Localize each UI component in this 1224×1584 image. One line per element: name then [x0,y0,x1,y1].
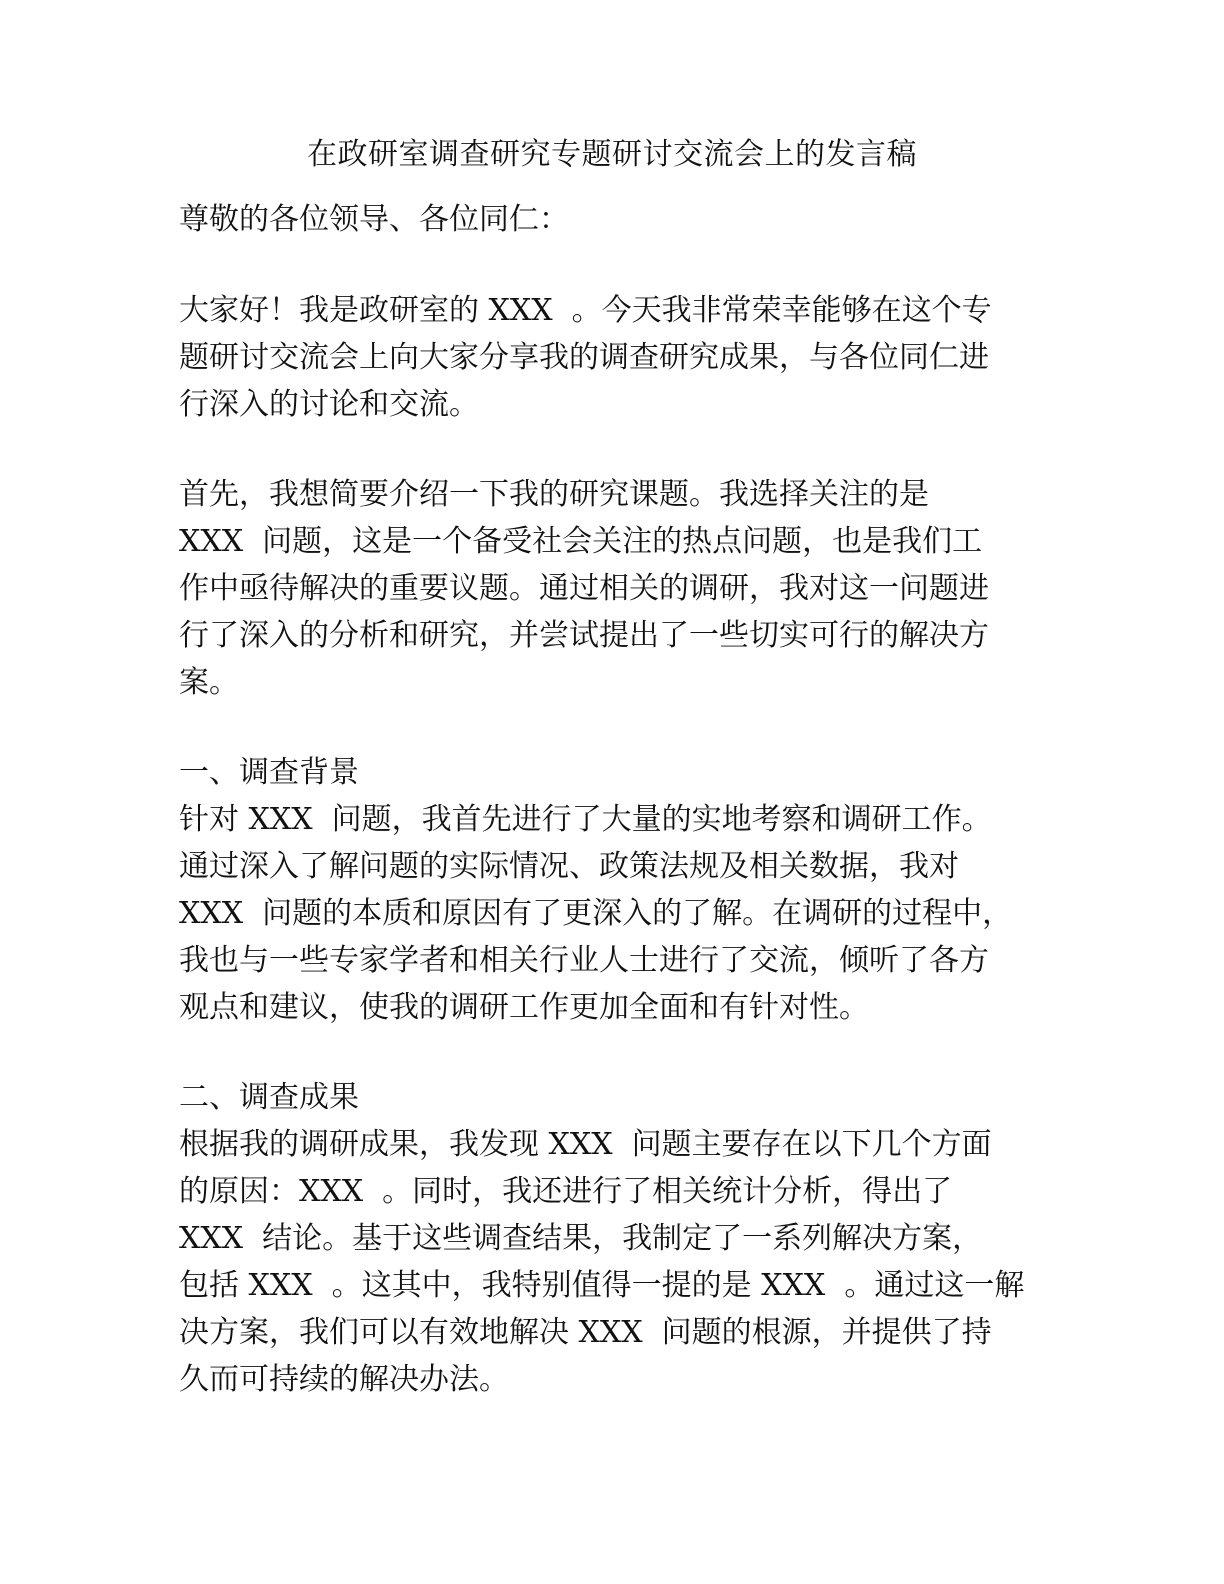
paragraph-line: 观点和建议，使我的调研工作更加全面和有针对性。 [179,990,869,1025]
paragraph-line: 大家好！我是政研室的 XXX 。今天我非常荣幸能够在这个专 [179,293,992,328]
paragraph-line: 决方案，我们可以有效地解决 XXX 问题的根源，并提供了持 [179,1315,992,1350]
paragraph-line: 题研讨交流会上向大家分享我的调查研究成果，与各位同仁进 [179,340,989,375]
paragraph-line: XXX 结论。基于这些调查结果，我制定了一系列解决方案， [179,1221,983,1256]
paragraph-line: 行深入的讨论和交流。 [179,387,479,422]
paragraph-line: 包括 XXX 。这其中，我特别值得一提的是 XXX 。通过这一解 [179,1268,1025,1303]
paragraph-line: 首先，我想简要介绍一下我的研究课题。我选择关注的是 [179,477,929,512]
salutation-line: 尊敬的各位领导、各位同仁： [179,202,569,237]
paragraph-line: 针对 XXX 问题，我首先进行了大量的实地考察和调研工作。 [179,802,992,837]
paragraph-line: 的原因：XXX 。同时，我还进行了相关统计分析，得出了 [179,1174,953,1209]
section-heading: 一、调查背景 [179,755,359,790]
paragraph-line: XXX 问题，这是一个备受社会关注的热点问题，也是我们工 [179,524,983,559]
paragraph-line: 案。 [179,665,239,700]
section-heading: 二、调查成果 [179,1080,359,1115]
paragraph-line: 久而可持续的解决办法。 [179,1362,509,1397]
document-title: 在政研室调查研究专题研讨交流会上的发言稿 [307,137,917,172]
paragraph-line: 通过深入了解问题的实际情况、政策法规及相关数据，我对 [179,849,959,884]
paragraph-line: 根据我的调研成果，我发现 XXX 问题主要存在以下几个方面 [179,1127,992,1162]
paragraph-line: 我也与一些专家学者和相关行业人士进行了交流，倾听了各方 [179,943,989,978]
paragraph-line: 作中亟待解决的重要议题。通过相关的调研，我对这一问题进 [179,571,989,606]
paragraph-line: 行了深入的分析和研究，并尝试提出了一些切实可行的解决方 [179,618,989,653]
paragraph-line: XXX 问题的本质和原因有了更深入的了解。在调研的过程中， [179,896,1013,931]
